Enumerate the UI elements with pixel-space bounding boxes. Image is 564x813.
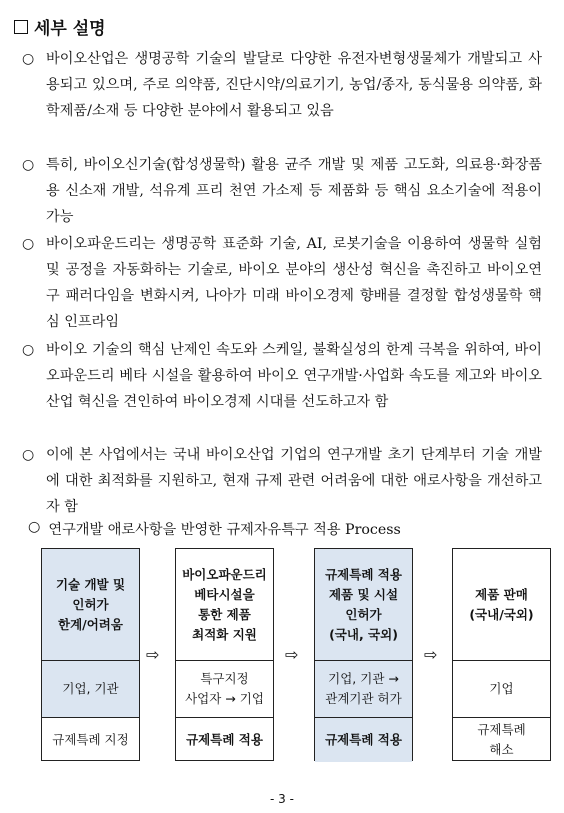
flow-column-4 <box>452 548 551 761</box>
checkbox-square-icon <box>14 20 28 34</box>
flow-stage-regulation: 규제특례 적용 <box>176 717 273 762</box>
bullet-paragraph-3 <box>22 231 542 335</box>
paragraph-text: 바이오파운드리는 생명공학 표준화 기술, AI, 로봇기술을 이용하여 생물학 실험 및 공정을 자동화하는 기술로, 바이오 분야의 생산성 혁신을 촉진하고 바이오연구 패러다임을 변화시켜, 나아가 미래 바이오경제 향배를 결정할 합성생물학 핵심 인프라임 <box>46 236 542 330</box>
circle-bullet-icon: ○ <box>22 157 35 173</box>
bullet-paragraph-1 <box>22 46 542 124</box>
section-heading <box>14 14 106 39</box>
right-arrow-icon: ⇨ <box>424 645 438 664</box>
flow-stage-regulation: 규제특례 해소 <box>453 717 550 762</box>
flow-column-3 <box>314 548 413 761</box>
flow-stage-regulation: 규제특례 지정 <box>42 717 139 762</box>
paragraph-text: 바이오 기술의 핵심 난제인 속도와 스케일, 불확실성의 한계 극복을 위하여, 바이오파운드리 베타 시설을 활용하여 바이오 연구개발·사업화 속도를 제고와 바이오산업 혁신을 견인하여 바이오경제 시대를 선도하고자 함 <box>46 342 542 410</box>
right-arrow-icon: ⇨ <box>146 645 160 664</box>
circle-bullet-icon: ○ <box>22 236 35 252</box>
process-subtitle <box>28 519 401 539</box>
bullet-paragraph-4 <box>22 337 542 415</box>
circle-bullet-icon: ○ <box>22 51 35 67</box>
flow-stage-title: 기술 개발 및 인허가 한계/어려움 <box>42 549 139 660</box>
right-arrow-icon: ⇨ <box>285 645 299 664</box>
paragraph-text: 이에 본 사업에서는 국내 바이오산업 기업의 연구개발 초기 단계부터 기술 개발에 대한 최적화를 지원하고, 현재 규제 관련 어려움에 대한 애로사항을 개선하고자 함 <box>46 447 542 515</box>
circle-bullet-icon: ○ <box>28 519 41 535</box>
flow-column-1 <box>41 548 140 761</box>
flow-stage-actor: 특구지정 사업자 → 기업 <box>176 660 273 717</box>
page-number: - 3 - <box>270 792 294 806</box>
circle-bullet-icon: ○ <box>22 342 35 358</box>
flow-column-2 <box>175 548 274 761</box>
paragraph-text: 특히, 바이오신기술(합성생물학) 활용 균주 개발 및 제품 고도화, 의료용·화장품용 신소재 개발, 석유계 프리 천연 가소제 등 제품화 등 핵심 요소기술에 적용이 가능 <box>46 157 542 225</box>
flow-stage-title: 제품 판매 (국내/국외) <box>469 586 534 622</box>
flow-stage-regulation: 규제특례 적용 <box>315 717 412 762</box>
circle-bullet-icon: ○ <box>22 447 35 463</box>
flow-stage-actor: 기업, 기관 → 관계기관 허가 <box>315 660 412 717</box>
flow-stage-title: 바이오파운드리 베타시설을 통한 제품 최적화 지원 <box>182 566 267 642</box>
flow-stage-actor: 기업, 기관 <box>42 660 139 717</box>
bullet-paragraph-2 <box>22 152 542 230</box>
subtitle-text: 연구개발 애로사항을 반영한 규제자유특구 적용 Process <box>48 522 401 538</box>
flow-stage-title: 규제특례 적용 제품 및 시설 인허가 (국내, 국외) <box>315 549 412 660</box>
paragraph-text: 바이오산업은 생명공학 기술의 발달로 다양한 유전자변형생물체가 개발되고 사용되고 있으며, 주로 의약품, 진단시약/의료기기, 농업/종자, 동식물용 의약품, 화학제품/소재 등 다양한 분야에서 활용되고 있음 <box>46 51 542 119</box>
bullet-paragraph-5 <box>22 442 542 520</box>
flow-stage-actor: 기업 <box>453 660 550 717</box>
section-title: 세부 설명 <box>34 19 106 39</box>
